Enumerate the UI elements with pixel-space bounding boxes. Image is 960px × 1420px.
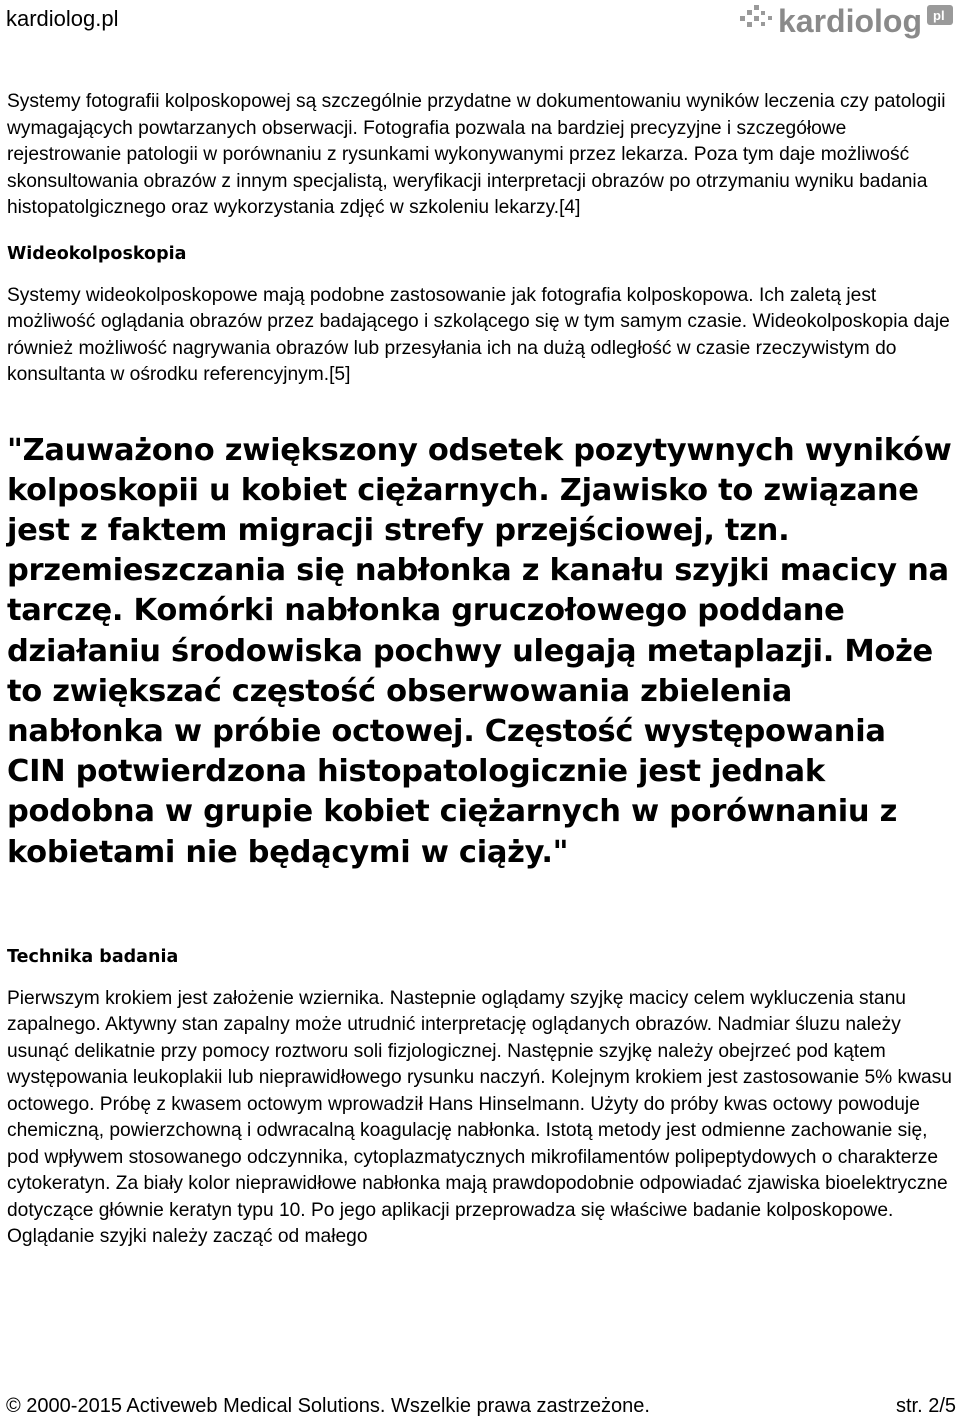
paragraph-fotografia: Systemy fotografii kolposkopowej są szczególnie przydatne w dokumentowaniu wyników leczenia czy patologii wymagających powtarzanych obserwacji. Fotografia pozwala na bardziej precyzyjne i szczegółowe rejestrowanie patologii w porównaniu z rysunkami wykonywanymi przez lekarza. Poza tym daje możliwość skonsultowania obrazów z innym specjalistą, weryfikacji interpretacji obrazów po otrzymaniu wyniku badania histopatolgicznego oraz wykorzystania zdjęć w szkoleniu lekarzy.[4] (7, 91, 946, 218)
logo-text: kardiolog (778, 3, 923, 39)
copyright-text: © 2000-2015 Activeweb Medical Solutions. Wszelkie prawa zastrzeżone. (6, 1395, 650, 1417)
logo-dots-icon (740, 5, 772, 27)
pull-quote: "Zauważono zwiększony odsetek pozytywnych wyników kolposkopii u kobiet ciężarnych. Zjawisko to związane jest z faktem migracji strefy przejściowej, tzn. przemieszczania się nabłonka z kanału szyjki macicy na tarczę. Komórki nabłonka gruczołowego poddane działaniu środowiska pochwy ulegają metaplazji. Może to zwiększać częstość obserwowania zbielenia nabłonka w próbie octowej. Częstość występowania CIN potwierdzona histopatologicznie jest jednak podobna w grupie kobiet ciężarnych w porównaniu z kobietami nie będącymi w ciąży." (7, 432, 952, 870)
kardiolog-logo[interactable] (738, 2, 956, 40)
page-number: str. 2/5 (895, 1395, 956, 1417)
logo-badge: pl (933, 8, 945, 23)
paragraph-wideokolposkopia: Systemy wideokolposkopowe mają podobne zastosowanie jak fotografia kolposkopowa. Ich zaletą jest możliwość oglądania obrazów przez badającego i szkolącego się w tym samym czasie. Wideokolposkopia daje również możliwość nagrywania obrazów lub przesyłania ich na dużą odległość w czasie rzeczywistym do konsultanta w ośrodku referencyjnym.[5] (7, 284, 950, 385)
heading-technika-badania: Technika badania (7, 946, 179, 967)
page-header (0, 0, 960, 40)
site-name: kardiolog.pl (6, 6, 119, 31)
paragraph-technika: Pierwszym krokiem jest założenie wziernika. Nastepnie oglądamy szyjkę macicy celem wykluczenia stanu zapalnego. Aktywny stan zapalny może utrudnić interpretację oglądanych obrazów. Nadmiar śluzu należy usunąć delikatnie przy pomocy roztworu soli fizjologicznej. Następnie szyjkę należy obejrzeć pod kątem występowania leukoplakii lub nieprawidłowego rysunku naczyń. Kolejnym krokiem jest zastosowanie 5% kwasu octowego. Próbę z kwasem octowym wprowadził Hans Hinselmann. Użyty do próby kwas octowy powoduje chemiczną, powierzchowną i odwracalną koagulację nabłonka. Istotą metody jest odmienne zachowanie się, pod wpływem stosowanego odczynnika, cytoplazmatycznych mikrofilamentów polipeptydowych o charakterze cytokeratyn. Za biały kolor nieprawidłowe nabłonka mają prawdopodobnie odpowiadać zjawiska bioelektryczne dotyczące głównie keratyn typu 10. Po jego aplikacji przeprowadza się właściwe badanie kolposkopowe. Oglądanie szyjki należy zacząć od małego (7, 987, 952, 1248)
heading-wideokolposkopia: Wideokolposkopia (7, 243, 187, 264)
page-footer (0, 1393, 960, 1420)
kardiolog-logo-icon (738, 2, 956, 40)
document-body (7, 89, 952, 1251)
